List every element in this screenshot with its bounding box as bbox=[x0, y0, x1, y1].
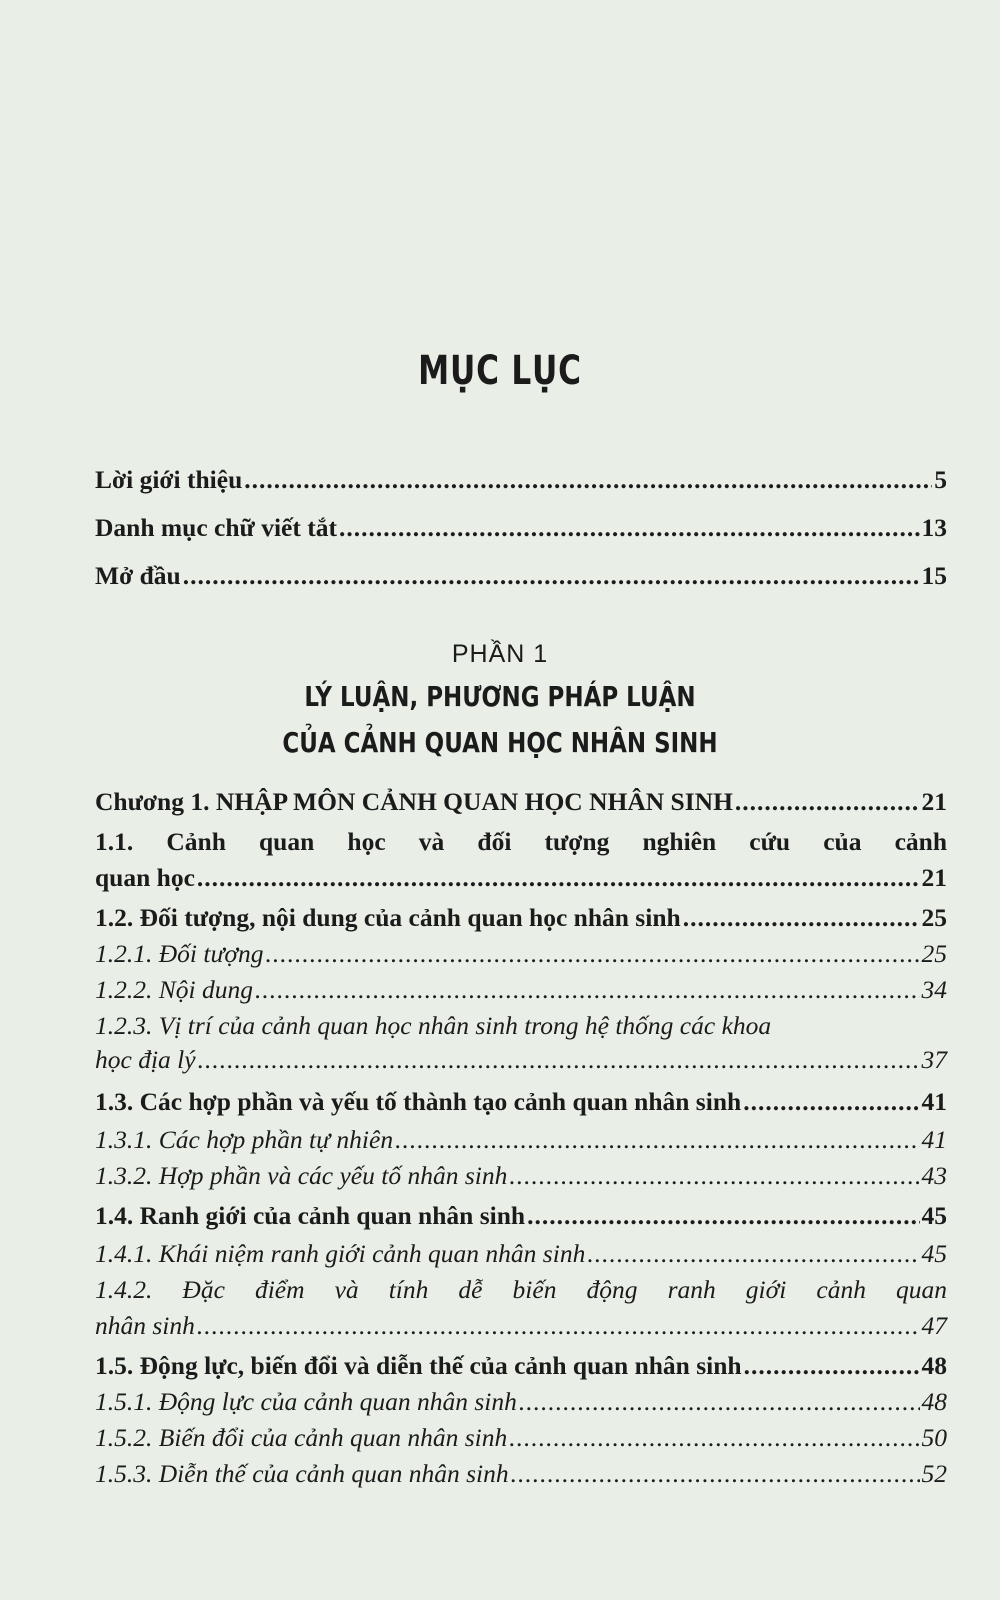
toc-entry-1-2-3[interactable]: học địa lý ..... 37 bbox=[95, 1044, 947, 1076]
toc-entry-1-3-1[interactable]: 1.3.1. Các hợp phần tự nhiên ..... 41 bbox=[95, 1124, 947, 1156]
leader-dots bbox=[743, 1086, 919, 1118]
toc-entry-1-1-line1[interactable]: 1.1. Cảnh quan học và đối tượng nghiên cứu của cảnh bbox=[95, 827, 947, 856]
leader-dots bbox=[244, 464, 932, 496]
toc-entry-1-2-2[interactable]: 1.2.2. Nội dung ..... 34 bbox=[95, 974, 947, 1006]
leader-dots bbox=[197, 862, 920, 894]
toc-entry-1-4-2[interactable]: nhân sinh ..... 47 bbox=[95, 1310, 947, 1342]
toc-entry-1-2-3-line1[interactable]: 1.2.3. Vị trí của cảnh quan học nhân sinh trong hệ thống các khoa bbox=[95, 1011, 772, 1040]
leader-dots bbox=[511, 1458, 920, 1490]
toc-entry-1-5-1[interactable]: 1.5.1. Động lực của cảnh quan nhân sinh ..... 48 bbox=[95, 1386, 947, 1418]
part-label: PHẦN 1 bbox=[451, 640, 549, 668]
toc-entry-abbreviations[interactable]: Danh mục chữ viết tắt ..... 13 bbox=[95, 512, 947, 544]
leader-dots bbox=[395, 1124, 919, 1156]
toc-title: MỤC LỤC bbox=[418, 348, 582, 394]
leader-dots bbox=[587, 1238, 919, 1270]
leader-dots bbox=[683, 902, 920, 934]
toc-entry-1-4-2-line1[interactable]: 1.4.2. Đặc điểm và tính dễ biến động ranh giới cảnh quan bbox=[95, 1275, 947, 1304]
leader-dots bbox=[509, 1160, 919, 1192]
leader-dots bbox=[527, 1200, 919, 1232]
leader-dots bbox=[509, 1422, 919, 1454]
part-title-line2: CỦA CẢNH QUAN HỌC NHÂN SINH bbox=[282, 726, 718, 759]
toc-entry-chapter-1[interactable]: Chương 1. NHẬP MÔN CẢNH QUAN HỌC NHÂN SINH ..... 21 bbox=[95, 786, 947, 818]
toc-entry-1-3[interactable]: 1.3. Các hợp phần và yếu tố thành tạo cảnh quan nhân sinh ..... 41 bbox=[95, 1086, 947, 1118]
leader-dots bbox=[198, 1044, 920, 1076]
leader-dots bbox=[744, 1350, 920, 1382]
part-title-line1: LÝ LUẬN, PHƯƠNG PHÁP LUẬN bbox=[304, 680, 696, 713]
toc-entry-1-4-1[interactable]: 1.4.1. Khái niệm ranh giới cảnh quan nhân sinh ..... 45 bbox=[95, 1238, 947, 1270]
leader-dots bbox=[255, 974, 920, 1006]
leader-dots bbox=[197, 1310, 920, 1342]
toc-entry-1-1[interactable]: quan học ..... 21 bbox=[95, 862, 947, 894]
toc-entry-1-3-2[interactable]: 1.3.2. Hợp phần và các yếu tố nhân sinh ..... 43 bbox=[95, 1160, 947, 1192]
leader-dots bbox=[339, 512, 920, 544]
toc-entry-1-5-3[interactable]: 1.5.3. Diễn thế của cảnh quan nhân sinh ..... 52 bbox=[95, 1458, 947, 1490]
leader-dots bbox=[519, 1386, 920, 1418]
toc-entry-1-2-1[interactable]: 1.2.1. Đối tượng ..... 25 bbox=[95, 938, 947, 970]
leader-dots bbox=[735, 786, 920, 818]
leader-dots bbox=[183, 560, 920, 592]
toc-entry-opening[interactable]: Mở đầu ..... 15 bbox=[95, 560, 947, 592]
leader-dots bbox=[265, 938, 919, 970]
toc-entry-1-4[interactable]: 1.4. Ranh giới của cảnh quan nhân sinh ..... 45 bbox=[95, 1200, 947, 1232]
toc-entry-1-5[interactable]: 1.5. Động lực, biến đổi và diễn thế của cảnh quan nhân sinh ..... 48 bbox=[95, 1350, 947, 1382]
toc-entry-intro[interactable]: Lời giới thiệu ..... 5 bbox=[95, 464, 947, 496]
toc-entry-1-5-2[interactable]: 1.5.2. Biến đổi của cảnh quan nhân sinh ..... 50 bbox=[95, 1422, 947, 1454]
toc-entry-1-2[interactable]: 1.2. Đối tượng, nội dung của cảnh quan học nhân sinh ..... 25 bbox=[95, 902, 947, 934]
